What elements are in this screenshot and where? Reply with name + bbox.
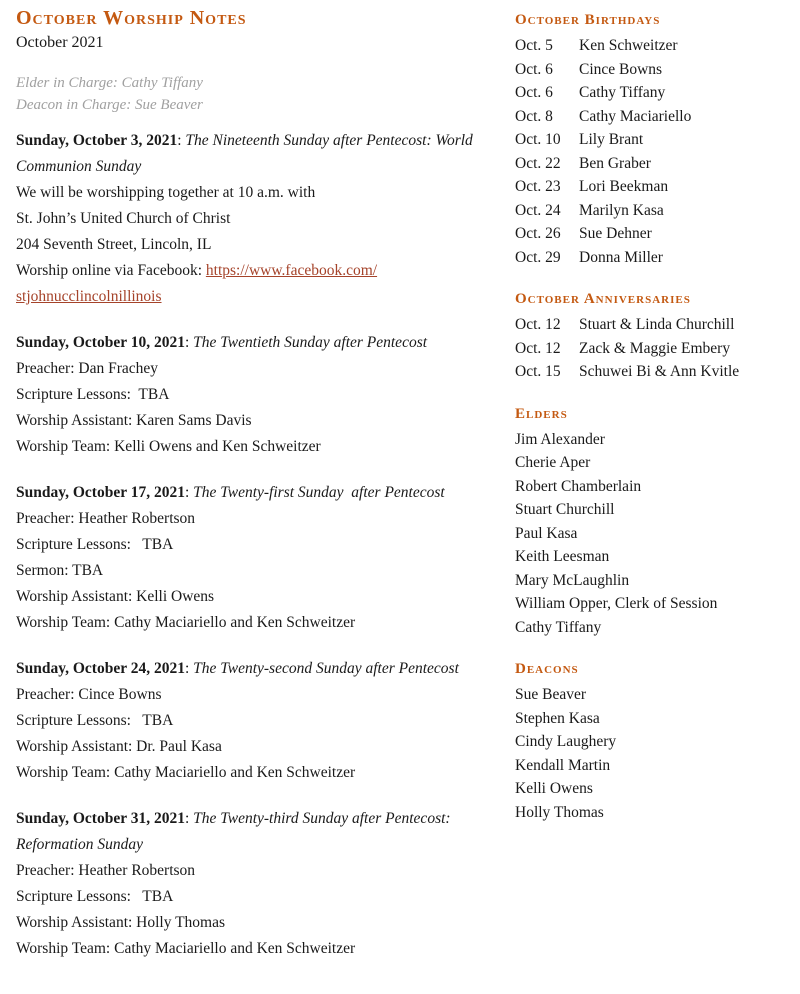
service-line: Scripture Lessons: TBA bbox=[16, 888, 174, 905]
birthdays-heading: October Birthdays bbox=[515, 12, 661, 28]
service-heading bbox=[16, 806, 494, 858]
birthday-name: Cince Bowns bbox=[579, 60, 663, 78]
service-line: Worship Assistant: Karen Sams Davis bbox=[16, 412, 252, 429]
birthday-row bbox=[515, 222, 783, 246]
anniversary-date: Oct. 15 bbox=[515, 363, 561, 380]
birthday-name: Lori Beekman bbox=[579, 178, 669, 195]
service-line: Scripture Lessons: TBA bbox=[16, 536, 174, 553]
facebook-label: Worship online via Facebook: bbox=[16, 262, 206, 279]
birthday-row bbox=[515, 175, 783, 199]
service-title: The Twentieth Sunday after Pentecost bbox=[193, 334, 428, 351]
service-heading bbox=[16, 480, 494, 506]
birthday-name: Cathy Maciariello bbox=[579, 107, 692, 125]
service-line: Worship Team: Cathy Maciariello and Ken Schweitzer bbox=[16, 940, 356, 957]
service-heading bbox=[16, 128, 494, 180]
anniversary-row bbox=[515, 360, 783, 384]
service-line: Scripture Lessons: TBA bbox=[16, 712, 174, 729]
anniversary-row bbox=[515, 313, 783, 337]
birthday-row bbox=[515, 128, 783, 152]
deacon-name: Sue Beaver bbox=[515, 686, 587, 703]
birthday-name: Cathy Tiffany bbox=[579, 84, 666, 101]
elder-name: Jim Alexander bbox=[515, 430, 605, 448]
anniversary-row bbox=[515, 337, 783, 361]
anniversary-date: Oct. 12 bbox=[515, 339, 561, 357]
service-line: Worship Team: Cathy Maciariello and Ken Schweitzer bbox=[16, 614, 356, 631]
birthday-date: Oct. 26 bbox=[515, 225, 561, 242]
service-title: The Nineteenth Sunday after Pentecost: World Communion Sunday bbox=[16, 132, 477, 175]
birthday-name: Donna Miller bbox=[579, 248, 663, 266]
service-title: The Twenty-second Sunday after Pentecost bbox=[193, 660, 459, 677]
facebook-link-line-1: https://www.facebook.com/ bbox=[205, 262, 378, 279]
anniversaries-section bbox=[515, 289, 783, 384]
birthday-name: Lily Brant bbox=[579, 131, 644, 148]
heading-separator: : bbox=[184, 484, 194, 501]
heading-separator: : bbox=[184, 810, 194, 827]
birthday-date: Oct. 10 bbox=[515, 131, 561, 148]
in-charge-block bbox=[16, 72, 494, 116]
deacon-name: Cindy Laughery bbox=[515, 733, 617, 750]
service-date: Sunday, October 31, 2021 bbox=[16, 810, 185, 827]
birthday-date: Oct. 8 bbox=[515, 107, 553, 125]
heading-separator: : bbox=[184, 660, 194, 677]
page-title: October Worship Notes bbox=[16, 7, 247, 29]
birthday-row bbox=[515, 58, 783, 82]
service-date: Sunday, October 17, 2021 bbox=[16, 484, 185, 501]
birthday-name: Ken Schweitzer bbox=[579, 37, 678, 54]
service-date: Sunday, October 24, 2021 bbox=[16, 660, 185, 677]
service-line: St. John’s United Church of Christ bbox=[16, 210, 231, 227]
heading-separator: : bbox=[177, 132, 186, 149]
deacon-name: Kendall Martin bbox=[515, 756, 611, 774]
service-line: Scripture Lessons: TBA bbox=[16, 386, 170, 403]
sidebar-column bbox=[515, 6, 783, 824]
elder-name: Robert Chamberlain bbox=[515, 477, 642, 495]
service-line: Worship Team: Kelli Owens and Ken Schweitzer bbox=[16, 438, 321, 455]
service-title: The Twenty-first Sunday after Pentecost bbox=[193, 484, 445, 501]
anniversary-name: Schuwei Bi & Ann Kvitle bbox=[579, 363, 740, 380]
service-line: Worship Assistant: Dr. Paul Kasa bbox=[16, 738, 222, 755]
elders-heading: Elders bbox=[515, 405, 568, 422]
birthday-name: Sue Dehner bbox=[579, 225, 652, 242]
birthday-date: Oct. 5 bbox=[515, 37, 553, 54]
service-line: Worship Assistant: Holly Thomas bbox=[16, 914, 226, 931]
service-line: Preacher: Dan Frachey bbox=[16, 360, 159, 377]
service-line: Worship Team: Cathy Maciariello and Ken Schweitzer bbox=[16, 764, 356, 781]
newsletter-page bbox=[16, 6, 790, 962]
elder-name: Stuart Churchill bbox=[515, 501, 615, 518]
elder-name: Mary McLaughlin bbox=[515, 571, 630, 589]
anniversaries-heading: October Anniversaries bbox=[515, 291, 691, 307]
deacon-name: Kelli Owens bbox=[515, 780, 593, 797]
birthday-date: Oct. 24 bbox=[515, 201, 561, 219]
deacons-heading: Deacons bbox=[515, 661, 579, 677]
birthday-name: Ben Graber bbox=[579, 154, 651, 172]
deacon-name: Holly Thomas bbox=[515, 803, 604, 821]
service-oct-17 bbox=[16, 480, 494, 636]
birthday-date: Oct. 22 bbox=[515, 154, 561, 172]
service-line: Preacher: Heather Robertson bbox=[16, 862, 196, 879]
heading-separator: : bbox=[184, 334, 194, 351]
birthday-row bbox=[515, 246, 783, 270]
service-title: The Twenty-third Sunday after Pentecost: Reformation Sunday bbox=[16, 810, 455, 853]
anniversary-date: Oct. 12 bbox=[515, 316, 561, 333]
birthday-date: Oct. 6 bbox=[515, 60, 553, 78]
birthday-row bbox=[515, 105, 783, 129]
facebook-link-line-2: stjohnucclincolnillinois bbox=[16, 288, 162, 305]
elder-name: Cherie Aper bbox=[515, 454, 591, 471]
service-line: We will be worshipping together at 10 a.m. with bbox=[16, 184, 316, 201]
service-heading bbox=[16, 656, 494, 682]
birthday-date: Oct. 6 bbox=[515, 84, 553, 101]
service-heading bbox=[16, 330, 494, 356]
birthday-date: Oct. 23 bbox=[515, 178, 561, 195]
service-oct-31 bbox=[16, 806, 494, 962]
elder-name: Paul Kasa bbox=[515, 524, 578, 542]
service-line: Sermon: TBA bbox=[16, 562, 104, 579]
birthday-row bbox=[515, 152, 783, 176]
deacon-name: Stephen Kasa bbox=[515, 709, 600, 727]
elder-name: Keith Leesman bbox=[515, 548, 610, 565]
anniversary-name: Stuart & Linda Churchill bbox=[579, 316, 735, 333]
elders-section bbox=[515, 404, 783, 640]
birthday-row bbox=[515, 81, 783, 105]
issue-date: October 2021 bbox=[16, 34, 104, 51]
elder-name: William Opper, Clerk of Session bbox=[515, 595, 718, 612]
birthday-row bbox=[515, 199, 783, 223]
deacon-in-charge: Deacon in Charge: Sue Beaver bbox=[16, 97, 203, 113]
service-line: Worship Assistant: Kelli Owens bbox=[16, 588, 215, 605]
birthday-date: Oct. 29 bbox=[515, 248, 561, 266]
anniversary-name: Zack & Maggie Embery bbox=[579, 339, 731, 357]
deacons-section bbox=[515, 659, 783, 824]
service-oct-3 bbox=[16, 128, 494, 310]
birthdays-section bbox=[515, 10, 783, 269]
service-date: Sunday, October 3, 2021 bbox=[16, 132, 178, 149]
facebook-line bbox=[16, 258, 494, 310]
service-oct-10 bbox=[16, 330, 494, 460]
birthday-name: Marilyn Kasa bbox=[579, 201, 664, 219]
service-line: Preacher: Heather Robertson bbox=[16, 510, 196, 527]
service-line: Preacher: Cince Bowns bbox=[16, 686, 162, 703]
service-date: Sunday, October 10, 2021 bbox=[16, 334, 185, 351]
service-line: 204 Seventh Street, Lincoln, IL bbox=[16, 236, 212, 253]
elder-name: Cathy Tiffany bbox=[515, 618, 602, 636]
birthday-row bbox=[515, 34, 783, 58]
worship-notes-column bbox=[16, 6, 494, 962]
service-oct-24 bbox=[16, 656, 494, 786]
elder-in-charge: Elder in Charge: Cathy Tiffany bbox=[16, 75, 203, 91]
